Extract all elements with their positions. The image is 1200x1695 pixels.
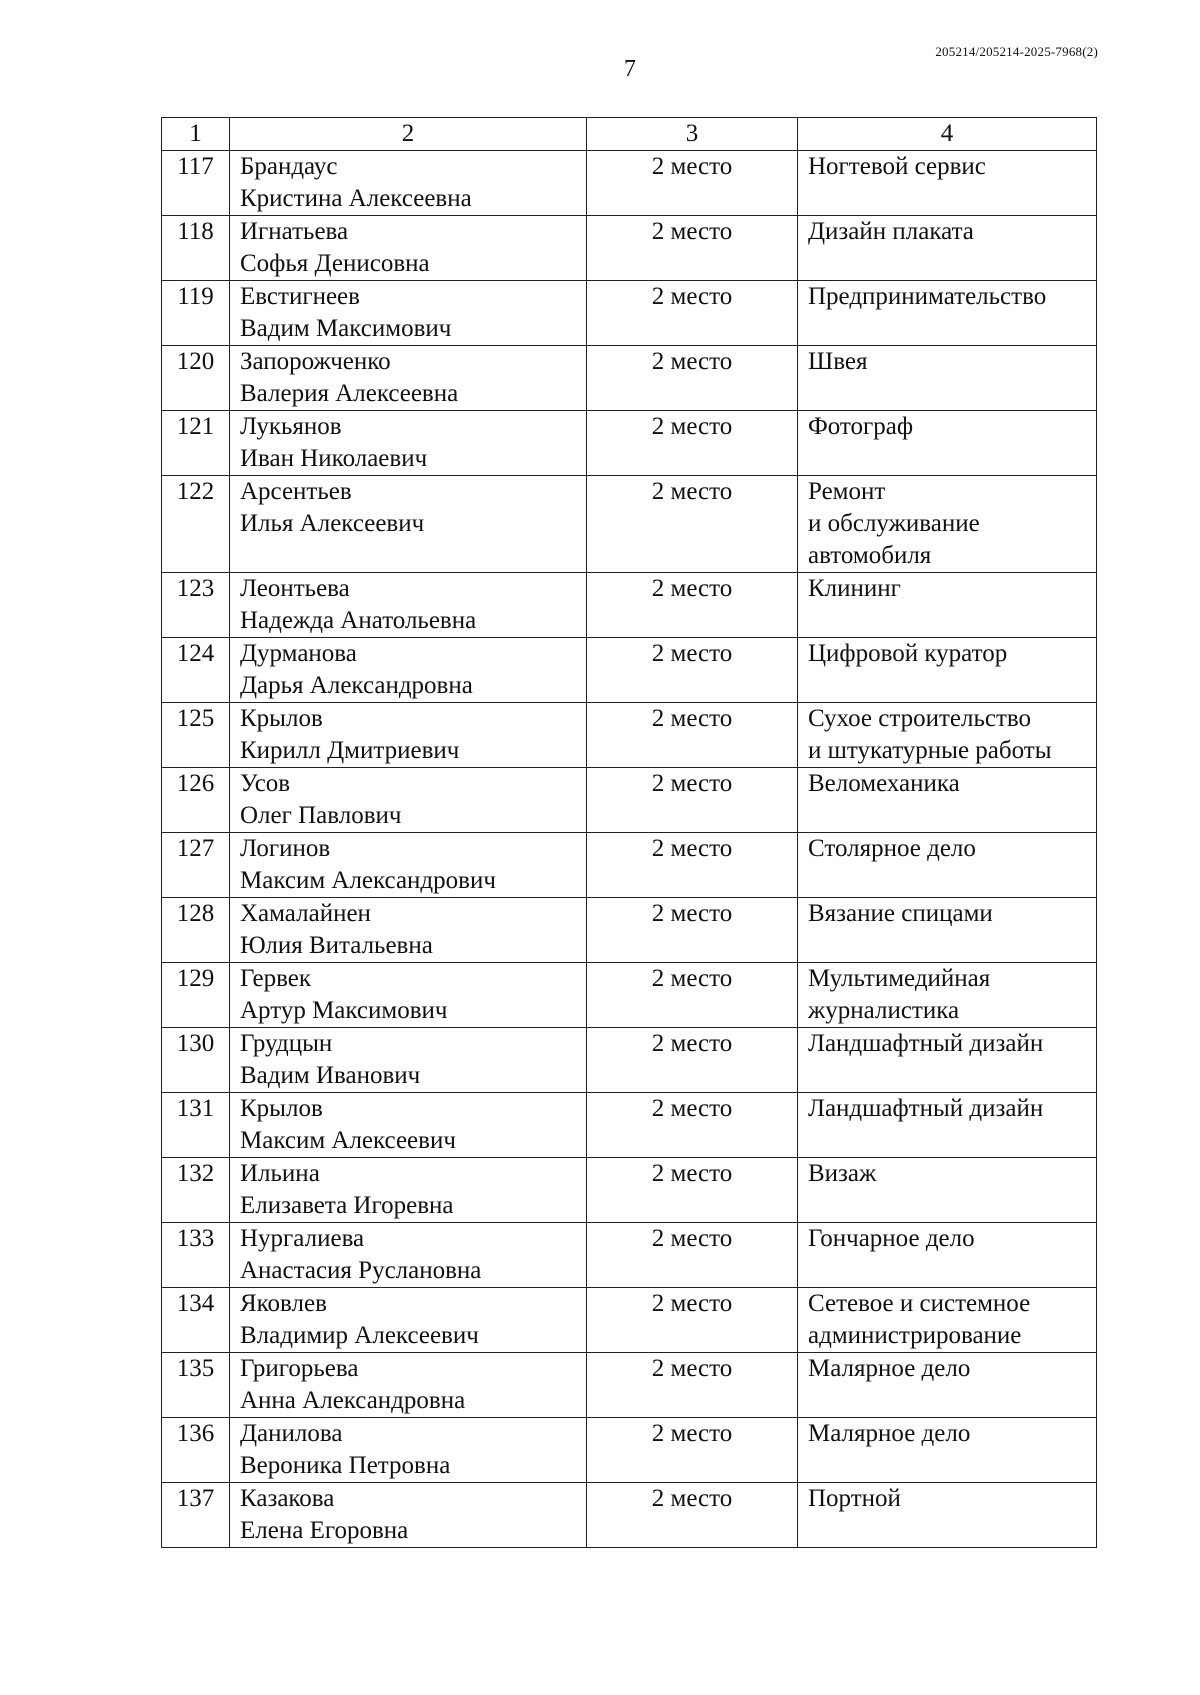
competency-line: Вязание спицами — [808, 900, 993, 927]
row-number: 136 — [162, 1418, 230, 1483]
place-cell: 2 место — [587, 703, 798, 768]
row-number: 130 — [162, 1028, 230, 1093]
competency-line: Швея — [808, 348, 868, 375]
place-cell: 2 место — [587, 411, 798, 476]
participant-name-cell — [230, 573, 587, 638]
place-cell: 2 место — [587, 1028, 798, 1093]
participant-name-line: Игнатьева — [240, 218, 349, 245]
row-number: 127 — [162, 833, 230, 898]
competency-cell — [798, 1093, 1097, 1158]
participant-name-line: Анна Александровна — [240, 1387, 466, 1414]
place-cell: 2 место — [587, 1093, 798, 1158]
column-header-4: 4 — [798, 118, 1097, 151]
competency-cell — [798, 1418, 1097, 1483]
participant-name-cell — [230, 1288, 587, 1353]
place-cell: 2 место — [587, 573, 798, 638]
participant-name-line: Нургалиева — [240, 1225, 365, 1252]
participant-name-cell — [230, 151, 587, 216]
participant-name-line: Иван Николаевич — [240, 445, 428, 472]
participant-name-cell — [230, 281, 587, 346]
place-cell: 2 место — [587, 1158, 798, 1223]
column-header-1: 1 — [162, 118, 230, 151]
place-cell: 2 место — [587, 151, 798, 216]
place-cell: 2 место — [587, 1288, 798, 1353]
participant-name-line: Вероника Петровна — [240, 1452, 451, 1479]
competency-cell — [798, 1158, 1097, 1223]
participant-name-line: Надежда Анатольевна — [240, 607, 477, 634]
row-number: 134 — [162, 1288, 230, 1353]
competency-line: Малярное дело — [808, 1420, 971, 1447]
competency-line: и штукатурные работы — [808, 737, 1052, 764]
participant-name-line: Кирилл Дмитриевич — [240, 737, 460, 764]
table-row — [162, 703, 1097, 768]
place-cell: 2 место — [587, 1483, 798, 1548]
competency-cell — [798, 1483, 1097, 1548]
table-row — [162, 898, 1097, 963]
row-number: 128 — [162, 898, 230, 963]
participant-name-line: Усов — [240, 770, 291, 797]
table-row — [162, 1223, 1097, 1288]
table-row — [162, 151, 1097, 216]
participant-name-line: Грудцын — [240, 1030, 333, 1057]
competency-line: Портной — [808, 1485, 901, 1512]
competency-line: Гончарное дело — [808, 1225, 975, 1252]
participant-name-line: Арсентьев — [240, 478, 352, 505]
competency-cell — [798, 768, 1097, 833]
participant-name-line: Григорьева — [240, 1355, 359, 1382]
competency-cell — [798, 476, 1097, 573]
row-number: 129 — [162, 963, 230, 1028]
competency-line: Ландшафтный дизайн — [808, 1030, 1044, 1057]
participant-name-cell — [230, 963, 587, 1028]
competency-line: Сетевое и системное — [808, 1290, 1031, 1317]
table-row — [162, 638, 1097, 703]
participant-name-cell — [230, 346, 587, 411]
competency-cell — [798, 1028, 1097, 1093]
participant-name-line: Хамалайнен — [240, 900, 371, 927]
table-row — [162, 1028, 1097, 1093]
participant-name-line: Владимир Алексеевич — [240, 1322, 479, 1349]
participant-name-line: Леонтьева — [240, 575, 350, 602]
row-number: 135 — [162, 1353, 230, 1418]
table-row — [162, 963, 1097, 1028]
competency-line: Цифровой куратор — [808, 640, 1008, 667]
table-row — [162, 1353, 1097, 1418]
participant-name-line: Елизавета Игоревна — [240, 1192, 454, 1219]
place-cell: 2 место — [587, 963, 798, 1028]
participant-name-line: Логинов — [240, 835, 331, 862]
table-row — [162, 573, 1097, 638]
table-row — [162, 833, 1097, 898]
competency-line: Веломеханика — [808, 770, 960, 797]
table-row — [162, 768, 1097, 833]
competency-cell — [798, 1223, 1097, 1288]
table-row — [162, 346, 1097, 411]
competency-cell — [798, 703, 1097, 768]
row-number: 118 — [162, 216, 230, 281]
document-id: 205214/205214-2025-7968(2) — [935, 44, 1098, 59]
place-cell: 2 место — [587, 216, 798, 281]
participant-name-cell — [230, 411, 587, 476]
participant-name-line: Дурманова — [240, 640, 357, 667]
competency-cell — [798, 151, 1097, 216]
competency-line: Столярное дело — [808, 835, 976, 862]
row-number: 126 — [162, 768, 230, 833]
participant-name-line: Крылов — [240, 705, 323, 732]
place-cell: 2 место — [587, 1353, 798, 1418]
page-number: 7 — [624, 56, 636, 82]
place-cell: 2 место — [587, 638, 798, 703]
participant-name-line: Олег Павлович — [240, 802, 402, 829]
competency-line: Визаж — [808, 1160, 877, 1187]
competency-line: администрирование — [808, 1322, 1022, 1349]
place-cell: 2 место — [587, 346, 798, 411]
participant-name-line: Данилова — [240, 1420, 343, 1447]
competency-cell — [798, 833, 1097, 898]
table-row — [162, 216, 1097, 281]
participant-name-cell — [230, 216, 587, 281]
row-number: 124 — [162, 638, 230, 703]
competency-cell — [798, 573, 1097, 638]
participant-name-line: Яковлев — [240, 1290, 327, 1317]
participant-name-line: Софья Денисовна — [240, 250, 430, 277]
participant-name-cell — [230, 638, 587, 703]
row-number: 125 — [162, 703, 230, 768]
participant-name-line: Лукьянов — [240, 413, 342, 440]
participant-name-line: Елена Егоровна — [240, 1517, 409, 1544]
competency-cell — [798, 1353, 1097, 1418]
competency-line: автомобиля — [808, 542, 932, 569]
competency-line: Сухое строительство — [808, 705, 1032, 732]
participant-name-line: Вадим Иванович — [240, 1062, 421, 1089]
participant-name-line: Артур Максимович — [240, 997, 448, 1024]
column-header-3: 3 — [587, 118, 798, 151]
participant-name-cell — [230, 1223, 587, 1288]
competency-line: Ландшафтный дизайн — [808, 1095, 1044, 1122]
participant-name-line: Анастасия Руслановна — [240, 1257, 482, 1284]
table-row — [162, 411, 1097, 476]
participant-name-line: Максим Алексеевич — [240, 1127, 456, 1154]
competency-cell — [798, 638, 1097, 703]
participant-name-line: Илья Алексеевич — [240, 510, 425, 537]
row-number: 132 — [162, 1158, 230, 1223]
row-number: 117 — [162, 151, 230, 216]
row-number: 137 — [162, 1483, 230, 1548]
table-row — [162, 476, 1097, 573]
table-row — [162, 1483, 1097, 1548]
place-cell: 2 место — [587, 898, 798, 963]
row-number: 121 — [162, 411, 230, 476]
participant-name-line: Гервек — [240, 965, 312, 992]
participant-name-line: Казакова — [240, 1485, 335, 1512]
results-table — [161, 117, 1097, 1548]
participant-name-cell — [230, 1158, 587, 1223]
table-row — [162, 1158, 1097, 1223]
competency-line: Клининг — [808, 575, 901, 602]
participant-name-line: Максим Александрович — [240, 867, 496, 894]
participant-name-cell — [230, 1093, 587, 1158]
participant-name-line: Брандаус — [240, 153, 338, 180]
participant-name-cell — [230, 833, 587, 898]
participant-name-line: Дарья Александровна — [240, 672, 473, 699]
participant-name-line: Юлия Витальевна — [240, 932, 433, 959]
place-cell: 2 место — [587, 281, 798, 346]
participant-name-cell — [230, 1418, 587, 1483]
competency-cell — [798, 963, 1097, 1028]
place-cell: 2 место — [587, 768, 798, 833]
participant-name-line: Крылов — [240, 1095, 323, 1122]
competency-line: Мультимедийная — [808, 965, 991, 992]
results-table-body — [162, 118, 1097, 1548]
competency-cell — [798, 411, 1097, 476]
competency-cell — [798, 216, 1097, 281]
participant-name-cell — [230, 1483, 587, 1548]
row-number: 119 — [162, 281, 230, 346]
participant-name-cell — [230, 768, 587, 833]
competency-line: Фотограф — [808, 413, 914, 440]
participant-name-cell — [230, 1028, 587, 1093]
participant-name-cell — [230, 703, 587, 768]
participant-name-line: Евстигнеев — [240, 283, 360, 310]
competency-line: Ногтевой сервис — [808, 153, 986, 180]
column-header-2: 2 — [230, 118, 587, 151]
competency-line: Ремонт — [808, 478, 886, 505]
competency-line: журналистика — [808, 997, 960, 1024]
place-cell: 2 место — [587, 1223, 798, 1288]
competency-cell — [798, 898, 1097, 963]
table-row — [162, 1288, 1097, 1353]
competency-line: Дизайн плаката — [808, 218, 974, 245]
row-number: 120 — [162, 346, 230, 411]
competency-cell — [798, 346, 1097, 411]
competency-line: и обслуживание — [808, 510, 980, 537]
competency-cell — [798, 1288, 1097, 1353]
participant-name-line: Ильина — [240, 1160, 320, 1187]
place-cell: 2 место — [587, 476, 798, 573]
table-row — [162, 281, 1097, 346]
table-row — [162, 1093, 1097, 1158]
participant-name-line: Валерия Алексеевна — [240, 380, 459, 407]
participant-name-cell — [230, 1353, 587, 1418]
participant-name-line: Вадим Максимович — [240, 315, 452, 342]
competency-line: Предпринимательство — [808, 283, 1047, 310]
place-cell: 2 место — [587, 833, 798, 898]
table-row — [162, 1418, 1097, 1483]
row-number: 123 — [162, 573, 230, 638]
participant-name-cell — [230, 476, 587, 573]
participant-name-line: Запорожченко — [240, 348, 391, 375]
table-header-row — [162, 118, 1097, 151]
row-number: 131 — [162, 1093, 230, 1158]
row-number: 122 — [162, 476, 230, 573]
row-number: 133 — [162, 1223, 230, 1288]
participant-name-cell — [230, 898, 587, 963]
competency-line: Малярное дело — [808, 1355, 971, 1382]
place-cell: 2 место — [587, 1418, 798, 1483]
competency-cell — [798, 281, 1097, 346]
participant-name-line: Кристина Алексеевна — [240, 185, 472, 212]
